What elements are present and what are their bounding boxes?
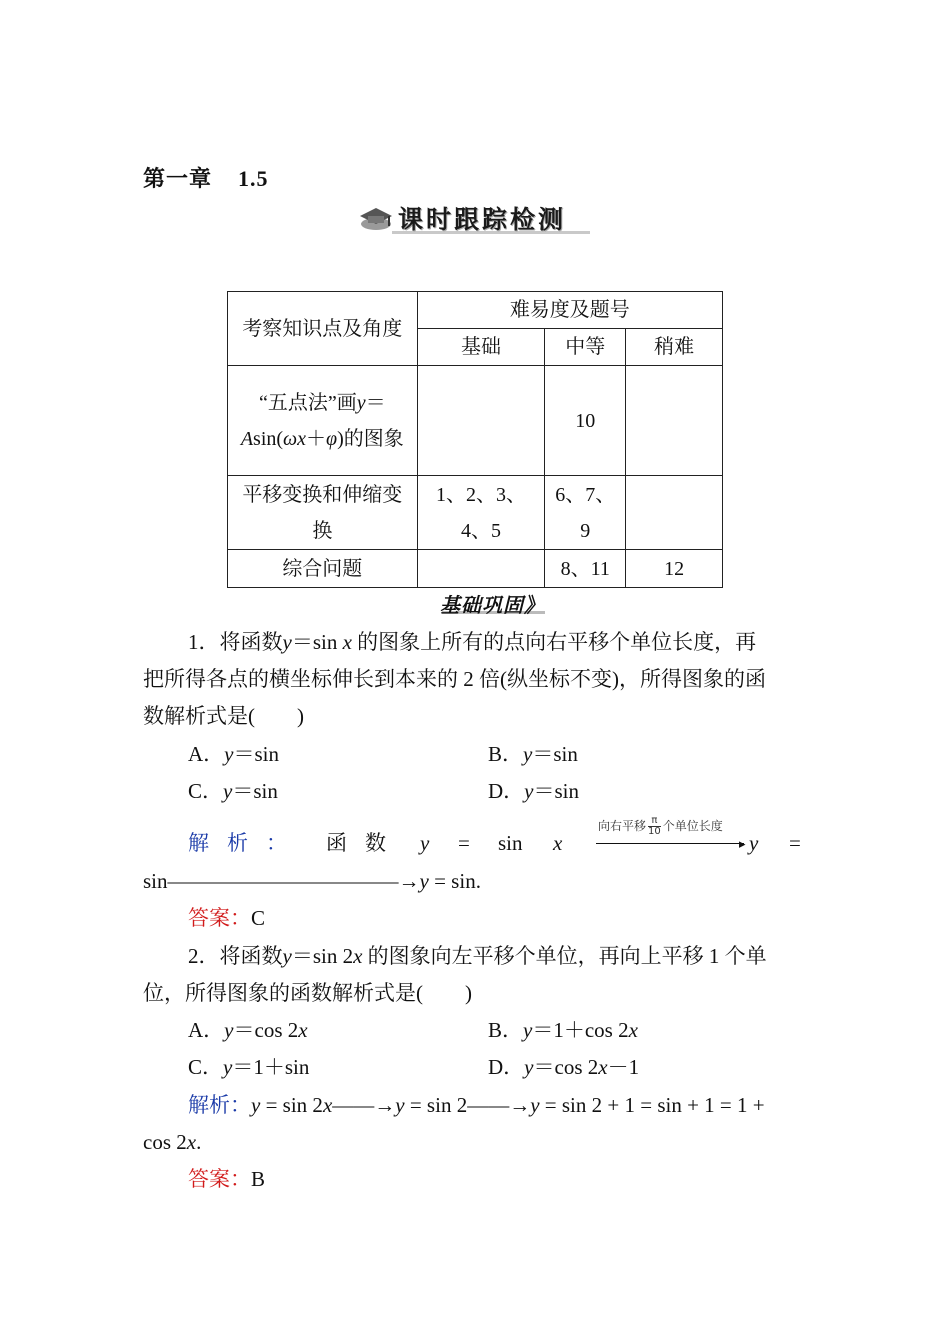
- banner-title: 课时跟踪检测: [398, 205, 567, 234]
- section-number: 1.5: [238, 166, 269, 191]
- q2-answer: 答案：B: [188, 1167, 266, 1191]
- table-header-difficulty: 难易度及题号: [417, 292, 722, 329]
- q1-analysis-eq2: =: [789, 831, 801, 855]
- table-cell-topic: 综合问题: [228, 550, 418, 588]
- q2-option-c: C．y＝1＋sin: [188, 1055, 310, 1079]
- q1-analysis-y2: y: [749, 831, 759, 855]
- q1-option-d: D．y＝sin: [488, 779, 580, 803]
- q2-stem-line2: 位，所得图象的函数解析式是( ): [143, 981, 472, 1005]
- q1-answer: 答案：C: [188, 906, 266, 930]
- q1-stem-line1: 1．将函数y＝sin x 的图象上所有的点向右平移个单位长度，再: [188, 630, 757, 654]
- table-header-hard: 稍难: [626, 329, 723, 366]
- section-heading: [440, 589, 555, 617]
- q1-arrow: [596, 843, 744, 844]
- q1-stem-line2: 把所得各点的横坐标伸长到本来的 2 倍(纵坐标不变)，所得图象的函: [143, 667, 766, 691]
- table-header-medium: 中等: [545, 329, 626, 366]
- q1-analysis-eq: =: [458, 831, 470, 855]
- table-cell-hard: 12: [626, 550, 723, 588]
- table-cell-basic: 1、2、3、4、5: [417, 476, 545, 550]
- q1-analysis-func: 函数: [326, 831, 404, 855]
- q1-option-a: A．y＝sin: [188, 742, 280, 766]
- table-cell-basic: [417, 550, 545, 588]
- q1-stem-line3: 数解析式是( ): [143, 704, 304, 728]
- table-row: [228, 366, 723, 476]
- q1-option-b: B．y＝sin: [488, 742, 578, 766]
- q2-stem-line1: 2．将函数y＝sin 2x 的图象向左平移个单位，再向上平移 1 个单: [188, 944, 767, 968]
- table-cell-hard: [626, 366, 723, 476]
- q1-option-c: C．y＝sin: [188, 779, 278, 803]
- chapter-title: 第一章: [143, 166, 213, 191]
- table-cell-topic: 平移变换和伸缩变换: [228, 476, 418, 550]
- table-cell-topic: “五点法”画y＝Asin(ωx＋φ)的图象: [228, 366, 418, 476]
- q1-arrow-label: 向右平移 $\frac{\pi}{10}$ 个单位长度: [598, 815, 723, 837]
- section-title: 基础巩固》: [440, 593, 545, 617]
- q1-analysis-sin: sin: [498, 831, 523, 855]
- table-cell-hard: [626, 476, 723, 550]
- table-header-topic: 考察知识点及角度: [228, 292, 418, 366]
- table-header-basic: 基础: [417, 329, 545, 366]
- banner: [358, 198, 590, 238]
- q2-analysis-line1: 解析：y = sin 2x——→y = sin 2——→y = sin 2 + 1 = sin + 1 = 1 +: [188, 1093, 765, 1117]
- graduation-cap-icon: [358, 202, 394, 232]
- q1-analysis-y: y: [420, 831, 430, 855]
- table-cell-medium: 8、11: [545, 550, 626, 588]
- q2-analysis-line2: cos 2x.: [143, 1130, 202, 1154]
- table-cell-medium: 6、7、9: [545, 476, 626, 550]
- q1-analysis-line2: sin———————————→y = sin.: [143, 869, 481, 893]
- table-cell-medium: 10: [545, 366, 626, 476]
- table-row: [228, 550, 723, 588]
- q2-option-d: D．y＝cos 2x－1: [488, 1055, 640, 1079]
- arrow-head-icon: ▸: [739, 836, 746, 851]
- q1-analysis-x: x: [553, 831, 563, 855]
- q2-option-a: A．y＝cos 2x: [188, 1018, 308, 1042]
- q2-option-b: B．y＝1＋cos 2x: [488, 1018, 638, 1042]
- chapter-heading: [143, 162, 269, 193]
- q1-analysis-label: 解析：: [188, 831, 305, 855]
- knowledge-table: [227, 291, 723, 588]
- table-row: [228, 476, 723, 550]
- table-cell-basic: [417, 366, 545, 476]
